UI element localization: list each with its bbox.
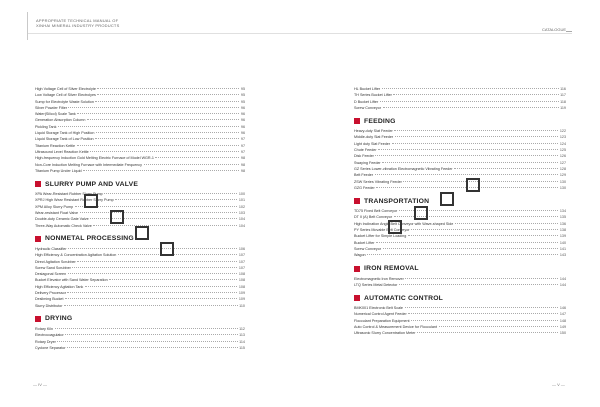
toc-list-feeding [354, 128, 566, 191]
section-title: FEEDING [364, 117, 396, 125]
toc-dot-leader [83, 170, 239, 171]
toc-entry-page: 107 [238, 259, 245, 264]
placeholder-box-icon [414, 206, 428, 220]
header-catalogue-label: CATALOGUE [542, 27, 567, 32]
toc-dot-leader [87, 119, 239, 120]
toc-entry-title: High-frequency Induction Gold Melting Electric Furnace of Model WGR-1 [35, 156, 154, 161]
toc-entry-page: 123 [559, 135, 566, 140]
toc-dot-leader [77, 113, 239, 114]
toc-entry-page: 128 [559, 166, 566, 171]
page-number-right: — V — [552, 382, 565, 387]
toc-list-lifters [354, 86, 566, 111]
toc-entry [35, 168, 245, 174]
toc-entry-title: Desliming Bucket [35, 297, 64, 302]
toc-dot-leader [68, 273, 238, 274]
toc-dot-leader [75, 206, 238, 207]
toc-entry-title: Ultrasonic Slurry Concentration Meter [354, 331, 416, 336]
toc-entry-page: 104 [238, 223, 245, 228]
placeholder-box-icon [135, 226, 149, 240]
toc-dot-leader [80, 212, 238, 213]
placeholder-box-icon [110, 210, 124, 224]
toc-entry-title: Ultrasound Level Reaction Kettle [35, 149, 89, 154]
section-title: NONMETAL PROCESSING [45, 235, 134, 243]
toc-entry-title: Desiagonal Screen [35, 272, 67, 277]
toc-entry-title: Titanium Reaction Kettle [35, 143, 76, 148]
toc-entry-title: Rotary Dryer [35, 339, 56, 344]
toc-dot-leader [77, 145, 240, 146]
toc-dot-leader [393, 94, 558, 95]
toc-dot-leader [65, 334, 237, 335]
toc-entry-page: 102 [238, 204, 245, 209]
toc-dot-leader [68, 248, 237, 249]
toc-entry-title: Bucket Lifter for Simple Loading [354, 234, 407, 239]
toc-entry-page: 144 [559, 276, 566, 281]
toc-entry-title: XPA Wear-Resistant Rubber Slurry Pump [35, 192, 103, 197]
toc-dot-leader [65, 298, 237, 299]
toc-entry-page: 126 [559, 154, 566, 159]
toc-entry-page: 96 [240, 118, 245, 123]
toc-entry-page: 134 [559, 209, 566, 214]
page-number-left: — IV — [33, 382, 48, 387]
toc-entry-page: 96 [240, 105, 245, 110]
toc-entry-title: Screw Conveyor [354, 105, 382, 110]
toc-dot-leader [90, 151, 239, 152]
toc-dot-leader [115, 199, 237, 200]
toc-entry-page: 95 [240, 93, 245, 98]
toc-dot-leader [455, 223, 559, 224]
toc-dot-leader [375, 174, 559, 175]
toc-dot-leader [417, 332, 558, 333]
toc-dot-leader [411, 320, 558, 321]
toc-entry-page: 104 [238, 217, 245, 222]
toc-dot-leader [109, 279, 237, 280]
toc-entry-page: 108 [238, 272, 245, 277]
toc-entry-page: 96 [240, 124, 245, 129]
toc-entry-page: 124 [559, 141, 566, 146]
toc-list-slurry [35, 191, 245, 229]
toc-dot-leader [85, 286, 238, 287]
toc-entry-title: GZG Feeder [354, 185, 375, 190]
placeholder-box-icon [388, 220, 402, 234]
toc-entry-page: 95 [240, 99, 245, 104]
toc-entry [35, 345, 245, 351]
toc-dot-leader [382, 88, 559, 89]
toc-entry-page: 101 [238, 198, 245, 203]
toc-dot-leader [394, 130, 558, 131]
toc-dot-leader [93, 225, 237, 226]
toc-entry-page: 116 [560, 87, 566, 91]
toc-dot-leader [97, 88, 239, 89]
toc-entry-title: Screw Conveyor [354, 246, 382, 251]
toc-dot-leader [77, 261, 237, 262]
toc-entry-page: 140 [559, 240, 566, 245]
toc-entry-title: HL Bucket Lifter [354, 87, 381, 91]
toc-entry-page: 150 [559, 331, 566, 336]
toc-dot-leader [64, 305, 238, 306]
toc-entry-page: 115 [239, 345, 245, 350]
toc-entry [354, 330, 566, 336]
toc-entry-page: 136 [559, 221, 566, 226]
toc-dot-leader [375, 155, 558, 156]
toc-entry-title: High Voltage Cell of Silver Electrolyte [35, 87, 96, 91]
toc-entry-page: 98 [240, 168, 245, 173]
toc-entry-page: 97 [240, 149, 245, 154]
toc-entry-title: Wear-resistant Float Valve [35, 211, 79, 216]
toc-entry-title: Wagon [354, 253, 366, 258]
section-marker-icon [354, 198, 360, 204]
toc-entry-title: Light duty Slat Feeder [354, 141, 391, 146]
toc-entry-page: 139 [559, 234, 566, 239]
toc-dot-leader [408, 235, 559, 236]
toc-entry-page: 97 [240, 143, 245, 148]
section-iron-removal [354, 263, 566, 275]
toc-entry-page: 109 [238, 291, 245, 296]
toc-entry-page: 147 [559, 312, 566, 317]
toc-dot-leader [399, 284, 558, 285]
section-title: IRON REMOVAL [364, 265, 419, 273]
toc-dot-leader [382, 162, 558, 163]
toc-dot-leader [97, 94, 239, 95]
toc-dot-leader [67, 347, 238, 348]
toc-left-column [35, 86, 245, 351]
section-title: SLURRY PUMP AND VALVE [45, 180, 139, 188]
toc-dot-leader [376, 242, 558, 243]
toc-entry-title: Double-duty Ceramic Gate Valve [35, 217, 89, 222]
toc-entry-title: Hydraulic Classifier [35, 246, 67, 251]
toc-entry-title: High Efficiency Agitation Tank [35, 284, 84, 289]
toc-entry-page: 138 [559, 228, 566, 233]
toc-dot-leader [104, 193, 237, 194]
toc-dot-leader [96, 132, 240, 133]
toc-entry-page: 108 [238, 284, 245, 289]
toc-list-iron [354, 276, 566, 289]
toc-entry-page: 107 [238, 253, 245, 258]
toc-entry-title: Numerical Control Agent Feeder [354, 312, 407, 317]
toc-list-transportation [354, 208, 566, 258]
toc-entry-page: 98 [240, 156, 245, 161]
toc-entry [354, 252, 566, 258]
section-slurry-pump [35, 178, 245, 190]
toc-entry-title: Disk Feeder [354, 154, 374, 159]
toc-entry-title: Electrocoagulator [35, 333, 64, 338]
toc-entry-title: Bucket Lifter [354, 240, 375, 245]
toc-entry-title: DT II (A) Belt Conveyor [354, 215, 393, 220]
toc-dot-leader [405, 278, 558, 279]
toc-entry-page: 129 [559, 173, 566, 178]
toc-dot-leader [144, 164, 240, 165]
header-title-line2: XINHAI MINERAL INDUSTRY PRODUCTS [36, 23, 120, 28]
section-marker-icon [35, 236, 41, 242]
section-title: TRANSPORTATION [364, 197, 430, 205]
toc-entry-title: Rotary Kiln [35, 326, 54, 331]
toc-dot-leader [403, 181, 558, 182]
toc-entry-title: Bucket Elevator with Sand Water Separation [35, 278, 108, 283]
section-transportation [354, 195, 566, 207]
toc-entry-title: Liquid Storage Tank of Low Position [35, 137, 94, 142]
toc-entry-page: 100 [238, 192, 245, 197]
toc-entry-title: Silver Powder Filter [35, 105, 67, 110]
toc-entry-title: Titanium Pump Under Liquid [35, 168, 82, 173]
toc-entry-title: Heavy-duty Slat Feeder [354, 129, 393, 134]
toc-entry-title: Delivery Processor [35, 291, 66, 296]
section-marker-icon [354, 266, 360, 272]
toc-entry-page: 109 [238, 297, 245, 302]
toc-entry-page: 96 [240, 112, 245, 117]
toc-dot-leader [95, 138, 239, 139]
section-feeding [354, 115, 566, 127]
toc-dot-leader [395, 136, 559, 137]
toc-entry-title: Water(Silicol) Scale Tank [35, 112, 76, 117]
toc-entry-page: 127 [559, 160, 566, 165]
toc-dot-leader [454, 168, 558, 169]
section-drying [35, 313, 245, 325]
toc-entry-title: Cyclone Separator [35, 345, 66, 350]
toc-entry [354, 282, 566, 288]
toc-entry-page: 95 [240, 87, 245, 91]
toc-entry [35, 303, 245, 309]
toc-dot-leader [55, 328, 238, 329]
header-title-line1: APPROPRIATE TECHNICAL MANUAL OF [36, 18, 119, 23]
toc-dot-leader [383, 248, 559, 249]
toc-entry-page: 113 [239, 333, 245, 338]
header-title [36, 18, 119, 28]
toc-dot-leader [367, 254, 558, 255]
toc-dot-leader [405, 307, 559, 308]
toc-dot-leader [439, 326, 559, 327]
toc-entry-title: Sump for Electrolyte Waste Solution [35, 99, 94, 104]
toc-entry-title: Middle-duty Slat Feeder [354, 135, 394, 140]
toc-entry-page: 130 [559, 179, 566, 184]
placeholder-box-icon [440, 192, 454, 206]
header-divider [28, 33, 572, 34]
placeholder-box-icon [160, 242, 174, 256]
toc-entry-title: D Bucket Lifter [354, 99, 379, 104]
toc-entry-title: Swaying Feeder [354, 160, 381, 165]
toc-entry-page: 114 [239, 339, 245, 344]
toc-entry-page: 106 [238, 246, 245, 251]
section-marker-icon [35, 316, 41, 322]
toc-entry [354, 105, 566, 111]
toc-list-control [354, 305, 566, 336]
header-corner-rule [27, 12, 35, 40]
toc-entry-title: GZ Series Lower-vibration Electromagnetic Vibrating Feeder [354, 166, 453, 171]
section-marker-icon [354, 295, 360, 301]
toc-entry-page: 103 [238, 211, 245, 216]
toc-dot-leader [57, 341, 237, 342]
toc-entry-page: 141 [559, 246, 566, 251]
toc-entry-title: Slurry Distributor [35, 303, 63, 308]
toc-entry-title: Screw Sand Scrubber [35, 265, 71, 270]
toc-dot-leader [378, 149, 558, 150]
toc-entry-page: 96 [240, 131, 245, 136]
toc-dot-leader [95, 101, 239, 102]
toc-entry-page: 125 [559, 148, 566, 153]
toc-entry-title: TD75 Fixed Belt Conveyor [354, 209, 398, 214]
toc-entry-title: Belt Feeder [354, 173, 374, 178]
toc-entry-page: 148 [559, 318, 566, 323]
toc-entry-title: High Inclination Angle Belt Conveyor with Wave-shaped Side [354, 221, 454, 226]
toc-entry-page: 110 [239, 303, 245, 308]
toc-entry-title: TH Series Bucket Lifter [354, 93, 392, 98]
toc-right-column [354, 86, 566, 337]
placeholder-box-icon [84, 194, 98, 208]
toc-entry-title: High Efficiency & Concentration Agitation Solution [35, 253, 117, 258]
toc-entry-page: 144 [559, 282, 566, 287]
toc-entry-title: Non-Core Induction Melting Furnace with Intermediate Frequency [35, 162, 142, 167]
toc-entry-title: Auto Control & Measurement Device for Flocculant [354, 325, 438, 330]
toc-entry-page: 117 [560, 93, 566, 98]
toc-dot-leader [411, 229, 558, 230]
toc-dot-leader [408, 313, 558, 314]
toc-dot-leader [155, 157, 239, 158]
toc-list-drying [35, 326, 245, 351]
toc-dot-leader [68, 107, 239, 108]
toc-list-electrolysis [35, 86, 245, 174]
placeholder-box-icon [466, 178, 480, 192]
toc-entry-title: BMK001 Electronic Belt Scale [354, 306, 403, 311]
toc-entry-title: Chute Feeder [354, 148, 377, 153]
toc-entry-title: XPRJ High Wear Resistant Rubber Slurry Pump [35, 198, 114, 203]
toc-entry-title: Pickling Tank [35, 124, 57, 129]
toc-entry-page: 143 [559, 253, 566, 258]
toc-entry-title: Three-Way Automatic Check Valve [35, 223, 92, 228]
toc-entry-page: 112 [239, 326, 245, 331]
toc-entry-title: Generation Absorption Column [35, 118, 86, 123]
section-title: AUTOMATIC CONTROL [364, 294, 444, 302]
toc-entry-title: XPM Alloy Slurry Pump [35, 204, 74, 209]
toc-entry-page: 130 [559, 185, 566, 190]
toc-entry-title: ZSW Series Vibrating Feeder [354, 179, 402, 184]
toc-entry-page: 119 [560, 105, 566, 110]
toc-list-nonmetal [35, 246, 245, 309]
toc-dot-leader [72, 267, 237, 268]
toc-entry-title: Direct Agitation Scrubber [35, 259, 76, 264]
toc-entry-title: PY Series Movable Belt Conveyor [354, 228, 410, 233]
toc-entry-page: 118 [560, 99, 566, 104]
toc-entry-page: 122 [559, 129, 566, 134]
toc-dot-leader [118, 254, 238, 255]
section-marker-icon [354, 118, 360, 124]
section-automatic-control [354, 292, 566, 304]
toc-entry-page: 146 [559, 306, 566, 311]
toc-dot-leader [392, 143, 559, 144]
toc-entry-title: Liquid Storage Tank of High Position [35, 131, 95, 136]
toc-entry [354, 185, 566, 191]
toc-dot-leader [67, 292, 237, 293]
toc-entry-page: 97 [240, 137, 245, 142]
section-marker-icon [35, 181, 41, 187]
toc-entry-page: 98 [240, 162, 245, 167]
toc-dot-leader [383, 107, 559, 108]
toc-entry-title: LTQ Series Metal Detector [354, 282, 398, 287]
section-title: DRYING [45, 315, 73, 323]
toc-dot-leader [58, 126, 239, 127]
toc-entry-page: 108 [238, 278, 245, 283]
toc-entry-page: 149 [559, 325, 566, 330]
toc-entry-title: Low Voltage Cell of Silver Electrolyes [35, 93, 96, 98]
toc-entry-page: 135 [559, 215, 566, 220]
toc-entry-title: Electromagnetic Iron Remover [354, 276, 404, 281]
toc-entry-title: Flocculant Preparation Equipment [354, 318, 410, 323]
toc-entry-page: 107 [238, 265, 245, 270]
toc-dot-leader [380, 101, 559, 102]
